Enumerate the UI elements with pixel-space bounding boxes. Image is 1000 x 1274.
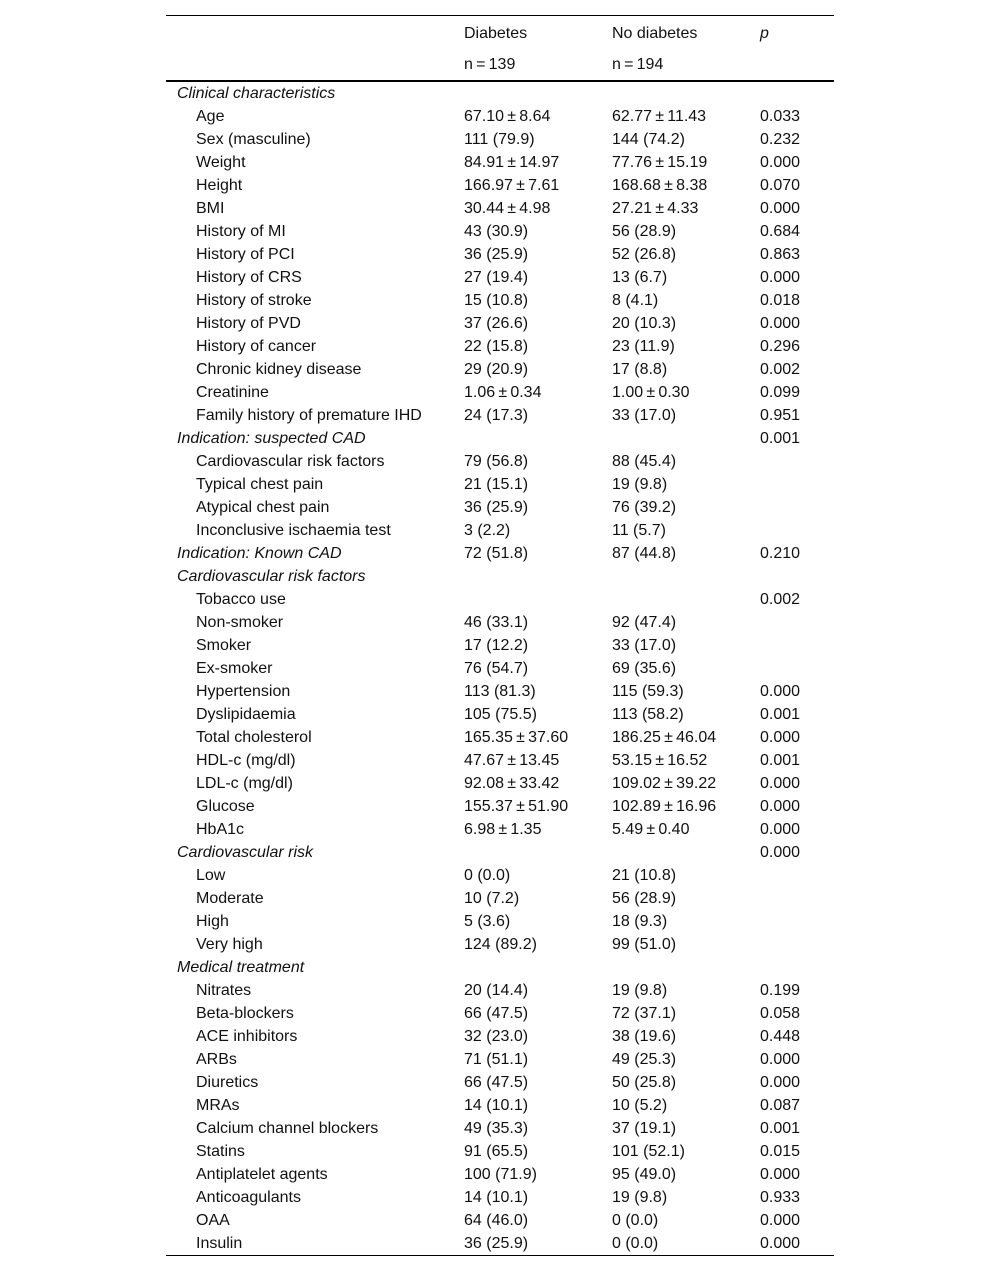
- diabetes-value: 105 (75.5): [464, 706, 537, 723]
- row-label: Anticoagulants: [196, 1189, 301, 1206]
- diabetes-value: 15 (10.8): [464, 292, 529, 309]
- row-label: Total cholesterol: [196, 729, 312, 746]
- no-diabetes-value: 92 (47.4): [612, 614, 677, 631]
- p-value: 0.000: [760, 1074, 801, 1091]
- diabetes-value: 27 (19.4): [464, 269, 529, 286]
- no-diabetes-value: 88 (45.4): [612, 453, 677, 470]
- table-row: [166, 197, 834, 220]
- no-diabetes-value: [602, 81, 750, 105]
- p-value: 0.000: [760, 798, 801, 815]
- diabetes-value: 67.10 ± 8.64: [464, 108, 551, 125]
- p-value: 0.296: [760, 338, 801, 355]
- diabetes-value: 36 (25.9): [454, 1232, 602, 1256]
- no-diabetes-value: 0 (0.0): [612, 1212, 659, 1229]
- diabetes-value: [454, 81, 602, 105]
- diabetes-value: 29 (20.9): [464, 361, 529, 378]
- p-value: 0.863: [760, 246, 801, 263]
- diabetes-value: 37 (26.6): [464, 315, 529, 332]
- row-label: Ex-smoker: [196, 660, 273, 677]
- diabetes-value: [454, 956, 602, 979]
- p-value: 0.001: [760, 706, 801, 723]
- header-diabetes-n: n = 139: [454, 49, 602, 81]
- row-label: Inconclusive ischaemia test: [196, 522, 391, 539]
- section-label: Medical treatment: [177, 959, 305, 976]
- diabetes-value: 17 (12.2): [464, 637, 529, 654]
- row-label: OAA: [196, 1212, 230, 1229]
- p-value: 0.087: [760, 1097, 801, 1114]
- section-row: [166, 81, 834, 105]
- row-label: Age: [196, 108, 225, 125]
- row-label: Diuretics: [196, 1074, 259, 1091]
- table-row: [166, 473, 834, 496]
- no-diabetes-value: 38 (19.6): [612, 1028, 677, 1045]
- no-diabetes-value: 13 (6.7): [612, 269, 668, 286]
- diabetes-value: 14 (10.1): [464, 1189, 529, 1206]
- table-row: [166, 1071, 834, 1094]
- row-label: History of CRS: [196, 269, 302, 286]
- row-label: Height: [196, 177, 243, 194]
- p-value: 0.001: [760, 752, 801, 769]
- table-row: [166, 864, 834, 887]
- no-diabetes-value: 11 (5.7): [612, 522, 666, 539]
- no-diabetes-value: 19 (9.8): [612, 476, 668, 493]
- table-row: [166, 1048, 834, 1071]
- no-diabetes-value: 101 (52.1): [612, 1143, 685, 1160]
- row-label: History of MI: [196, 223, 286, 240]
- diabetes-value: [454, 588, 602, 611]
- table-row: [166, 749, 834, 772]
- row-label: HbA1c: [196, 821, 245, 838]
- table-row: [166, 634, 834, 657]
- header-empty-cell: [750, 49, 834, 81]
- diabetes-value: 47.67 ± 13.45: [464, 752, 560, 769]
- row-label: Non-smoker: [196, 614, 284, 631]
- no-diabetes-value: [602, 427, 750, 450]
- p-value: 0.018: [760, 292, 801, 309]
- table-row: [166, 266, 834, 289]
- p-value: 0.000: [750, 1232, 834, 1256]
- header-no-diabetes: No diabetes: [602, 16, 750, 50]
- row-label: Creatinine: [196, 384, 269, 401]
- table-row: [166, 910, 834, 933]
- p-value: [750, 473, 834, 496]
- section-row: [166, 841, 834, 864]
- table-row: [166, 1232, 834, 1256]
- row-label: History of PCI: [196, 246, 295, 263]
- p-value: 0.933: [760, 1189, 801, 1206]
- row-label: Insulin: [166, 1232, 454, 1256]
- p-value: 0.000: [760, 1166, 801, 1183]
- no-diabetes-value: 186.25 ± 46.04: [612, 729, 717, 746]
- p-value: [750, 887, 834, 910]
- table-row: [166, 1117, 834, 1140]
- diabetes-value: 155.37 ± 51.90: [464, 798, 569, 815]
- row-label: Family history of premature IHD: [196, 407, 422, 424]
- section-row: [166, 956, 834, 979]
- data-table-container: [166, 15, 834, 1256]
- p-value: 0.000: [760, 683, 801, 700]
- row-label: Weight: [196, 154, 246, 171]
- table-row: [166, 1163, 834, 1186]
- table-row: [166, 703, 834, 726]
- p-value: [750, 611, 834, 634]
- no-diabetes-value: 109.02 ± 39.22: [612, 775, 717, 792]
- diabetes-value: 30.44 ± 4.98: [464, 200, 551, 217]
- p-value: 0.000: [760, 154, 801, 171]
- p-value: 0.015: [760, 1143, 801, 1160]
- diabetes-value: 64 (46.0): [464, 1212, 529, 1229]
- no-diabetes-value: 37 (19.1): [612, 1120, 677, 1137]
- no-diabetes-value: 95 (49.0): [612, 1166, 677, 1183]
- p-value: 0.210: [760, 545, 801, 562]
- p-value: 0.033: [760, 108, 801, 125]
- p-value: [750, 910, 834, 933]
- section-label: Indication: suspected CAD: [177, 430, 366, 447]
- row-label: Chronic kidney disease: [196, 361, 362, 378]
- p-value: [750, 81, 834, 105]
- header-diabetes: Diabetes: [454, 16, 602, 50]
- table-row: [166, 1186, 834, 1209]
- diabetes-value: 113 (81.3): [464, 683, 536, 700]
- no-diabetes-value: 23 (11.9): [612, 338, 675, 355]
- row-label: Low: [196, 867, 226, 884]
- p-value: [750, 565, 834, 588]
- p-value: 0.000: [760, 775, 801, 792]
- table-row: [166, 174, 834, 197]
- section-label: Cardiovascular risk factors: [177, 568, 366, 585]
- header-empty-cell: [166, 16, 454, 50]
- table-row: [166, 933, 834, 956]
- row-label: Sex (masculine): [196, 131, 311, 148]
- p-value: 0.001: [760, 430, 801, 447]
- row-label: Atypical chest pain: [196, 499, 330, 516]
- p-value: 0.099: [760, 384, 801, 401]
- table-body: [166, 81, 834, 1256]
- no-diabetes-value: 102.89 ± 16.96: [612, 798, 717, 815]
- table-header: [166, 16, 834, 82]
- p-value: 0.232: [760, 131, 801, 148]
- diabetes-value: 111 (79.9): [464, 131, 535, 148]
- section-row: [166, 427, 834, 450]
- p-value: 0.002: [760, 361, 801, 378]
- table-row: [166, 1025, 834, 1048]
- table-row: [166, 1209, 834, 1232]
- p-value: [750, 864, 834, 887]
- p-value: 0.000: [760, 1212, 801, 1229]
- p-value: [750, 519, 834, 542]
- row-label: History of cancer: [196, 338, 317, 355]
- table-row: [166, 1002, 834, 1025]
- table-row: [166, 519, 834, 542]
- table-row: [166, 358, 834, 381]
- no-diabetes-value: 56 (28.9): [612, 223, 677, 240]
- no-diabetes-value: [602, 588, 750, 611]
- diabetes-value: 24 (17.3): [464, 407, 529, 424]
- no-diabetes-value: 69 (35.6): [612, 660, 677, 677]
- no-diabetes-value: 77.76 ± 15.19: [612, 154, 708, 171]
- diabetes-value: [454, 427, 602, 450]
- diabetes-value: 72 (51.8): [464, 545, 529, 562]
- row-label: History of stroke: [196, 292, 312, 309]
- row-label: Very high: [196, 936, 263, 953]
- row-label: High: [196, 913, 229, 930]
- diabetes-value: 6.98 ± 1.35: [464, 821, 542, 838]
- row-label: Antiplatelet agents: [196, 1166, 328, 1183]
- no-diabetes-value: 1.00 ± 0.30: [612, 384, 690, 401]
- section-row: [166, 542, 834, 565]
- no-diabetes-value: 52 (26.8): [612, 246, 677, 263]
- no-diabetes-value: 19 (9.8): [612, 982, 668, 999]
- p-value: 0.070: [760, 177, 801, 194]
- diabetes-value: 43 (30.9): [464, 223, 529, 240]
- row-label: Tobacco use: [196, 591, 286, 608]
- row-label: Dyslipidaemia: [196, 706, 296, 723]
- p-value: 0.000: [760, 821, 801, 838]
- no-diabetes-value: 5.49 ± 0.40: [612, 821, 690, 838]
- p-value: [750, 496, 834, 519]
- table-row: [166, 818, 834, 841]
- p-value: 0.951: [760, 407, 801, 424]
- diabetes-value: 46 (33.1): [464, 614, 529, 631]
- p-value: 0.000: [760, 200, 801, 217]
- diabetes-value: 22 (15.8): [464, 338, 529, 355]
- header-row-labels: [166, 16, 834, 50]
- row-label: History of PVD: [196, 315, 301, 332]
- diabetes-value: 10 (7.2): [464, 890, 520, 907]
- diabetes-value: 36 (25.9): [464, 499, 529, 516]
- diabetes-value: 32 (23.0): [464, 1028, 529, 1045]
- no-diabetes-value: 0 (0.0): [602, 1232, 750, 1256]
- no-diabetes-value: [602, 956, 750, 979]
- p-value: 0.000: [760, 1051, 801, 1068]
- table-row: [166, 1094, 834, 1117]
- diabetes-value: 166.97 ± 7.61: [464, 177, 560, 194]
- table-row: [166, 243, 834, 266]
- row-label: MRAs: [196, 1097, 240, 1114]
- diabetes-value: 84.91 ± 14.97: [464, 154, 560, 171]
- diabetes-value: 79 (56.8): [464, 453, 529, 470]
- p-value: [750, 634, 834, 657]
- row-label: ACE inhibitors: [196, 1028, 298, 1045]
- row-label: Calcium channel blockers: [196, 1120, 379, 1137]
- no-diabetes-value: 18 (9.3): [612, 913, 668, 930]
- no-diabetes-value: 72 (37.1): [612, 1005, 677, 1022]
- diabetes-value: 76 (54.7): [464, 660, 529, 677]
- row-label: Moderate: [196, 890, 264, 907]
- table-row: [166, 151, 834, 174]
- no-diabetes-value: 113 (58.2): [612, 706, 684, 723]
- diabetes-value: 1.06 ± 0.34: [464, 384, 542, 401]
- no-diabetes-value: 168.68 ± 8.38: [612, 177, 708, 194]
- no-diabetes-value: 115 (59.3): [612, 683, 684, 700]
- table-row: [166, 105, 834, 128]
- header-no-diabetes-n: n = 194: [602, 49, 750, 81]
- diabetes-value: 0 (0.0): [464, 867, 511, 884]
- diabetes-value: 3 (2.2): [464, 522, 511, 539]
- table-row: [166, 611, 834, 634]
- table-row: [166, 1140, 834, 1163]
- no-diabetes-value: 20 (10.3): [612, 315, 677, 332]
- diabetes-value: 92.08 ± 33.42: [464, 775, 560, 792]
- p-value: [750, 657, 834, 680]
- table-row: [166, 979, 834, 1002]
- diabetes-value: 124 (89.2): [464, 936, 537, 953]
- p-value: 0.000: [760, 844, 801, 861]
- table-row: [166, 680, 834, 703]
- diabetes-value: 91 (65.5): [464, 1143, 529, 1160]
- no-diabetes-value: 87 (44.8): [612, 545, 677, 562]
- diabetes-value: 20 (14.4): [464, 982, 529, 999]
- p-value: 0.448: [760, 1028, 801, 1045]
- no-diabetes-value: 144 (74.2): [612, 131, 685, 148]
- header-empty-cell: [166, 49, 454, 81]
- no-diabetes-value: 21 (10.8): [612, 867, 677, 884]
- table-row: [166, 887, 834, 910]
- section-label: Cardiovascular risk: [177, 844, 314, 861]
- no-diabetes-value: 62.77 ± 11.43: [612, 108, 707, 125]
- row-label: Cardiovascular risk factors: [196, 453, 385, 470]
- table-row: [166, 128, 834, 151]
- diabetes-value: 5 (3.6): [464, 913, 511, 930]
- no-diabetes-value: [602, 565, 750, 588]
- p-value: 0.000: [760, 269, 801, 286]
- no-diabetes-value: [602, 841, 750, 864]
- diabetes-value: 165.35 ± 37.60: [464, 729, 569, 746]
- no-diabetes-value: 17 (8.8): [612, 361, 668, 378]
- table-row: [166, 404, 834, 427]
- diabetes-value: 21 (15.1): [464, 476, 529, 493]
- p-value: [750, 933, 834, 956]
- row-label: Beta-blockers: [196, 1005, 294, 1022]
- no-diabetes-value: 10 (5.2): [612, 1097, 668, 1114]
- no-diabetes-value: 56 (28.9): [612, 890, 677, 907]
- p-value: 0.058: [760, 1005, 801, 1022]
- p-value: 0.000: [760, 315, 801, 332]
- row-label: ARBs: [196, 1051, 237, 1068]
- row-label: Smoker: [196, 637, 252, 654]
- table-row: [166, 795, 834, 818]
- diabetes-value: 14 (10.1): [464, 1097, 529, 1114]
- no-diabetes-value: 33 (17.0): [612, 637, 677, 654]
- table-row: [166, 289, 834, 312]
- diabetes-value: [454, 841, 602, 864]
- row-label: HDL-c (mg/dl): [196, 752, 296, 769]
- no-diabetes-value: 8 (4.1): [612, 292, 659, 309]
- header-p-value: p: [750, 16, 834, 50]
- diabetes-value: 66 (47.5): [464, 1005, 529, 1022]
- header-row-counts: [166, 49, 834, 81]
- row-label: Statins: [196, 1143, 245, 1160]
- table-row: [166, 588, 834, 611]
- table-row: [166, 772, 834, 795]
- row-label: Nitrates: [196, 982, 252, 999]
- diabetes-value: 66 (47.5): [464, 1074, 529, 1091]
- table-row: [166, 381, 834, 404]
- no-diabetes-value: 19 (9.8): [612, 1189, 668, 1206]
- no-diabetes-value: 53.15 ± 16.52: [612, 752, 708, 769]
- section-label: Indication: Known CAD: [177, 545, 342, 562]
- row-label: Glucose: [196, 798, 255, 815]
- clinical-characteristics-table: [166, 15, 834, 1256]
- p-value: 0.199: [760, 982, 801, 999]
- table-row: [166, 312, 834, 335]
- table-row: [166, 496, 834, 519]
- row-label: BMI: [196, 200, 225, 217]
- table-row: [166, 335, 834, 358]
- p-value: 0.001: [760, 1120, 801, 1137]
- table-row: [166, 220, 834, 243]
- p-value: [750, 956, 834, 979]
- diabetes-value: 49 (35.3): [464, 1120, 529, 1137]
- table-row: [166, 450, 834, 473]
- diabetes-value: 36 (25.9): [464, 246, 529, 263]
- no-diabetes-value: 76 (39.2): [612, 499, 677, 516]
- table-row: [166, 657, 834, 680]
- diabetes-value: 100 (71.9): [464, 1166, 537, 1183]
- diabetes-value: [454, 565, 602, 588]
- section-row: [166, 565, 834, 588]
- row-label: Hypertension: [196, 683, 291, 700]
- no-diabetes-value: 27.21 ± 4.33: [612, 200, 699, 217]
- p-value: 0.000: [760, 729, 801, 746]
- row-label: LDL-c (mg/dl): [196, 775, 293, 792]
- section-label: Clinical characteristics: [177, 85, 336, 102]
- no-diabetes-value: 49 (25.3): [612, 1051, 677, 1068]
- p-value: [750, 450, 834, 473]
- no-diabetes-value: 50 (25.8): [612, 1074, 677, 1091]
- table-row: [166, 726, 834, 749]
- no-diabetes-value: 99 (51.0): [612, 936, 677, 953]
- p-value: 0.684: [760, 223, 801, 240]
- no-diabetes-value: 33 (17.0): [612, 407, 677, 424]
- p-value: 0.002: [760, 591, 801, 608]
- row-label: Typical chest pain: [196, 476, 324, 493]
- diabetes-value: 71 (51.1): [464, 1051, 529, 1068]
